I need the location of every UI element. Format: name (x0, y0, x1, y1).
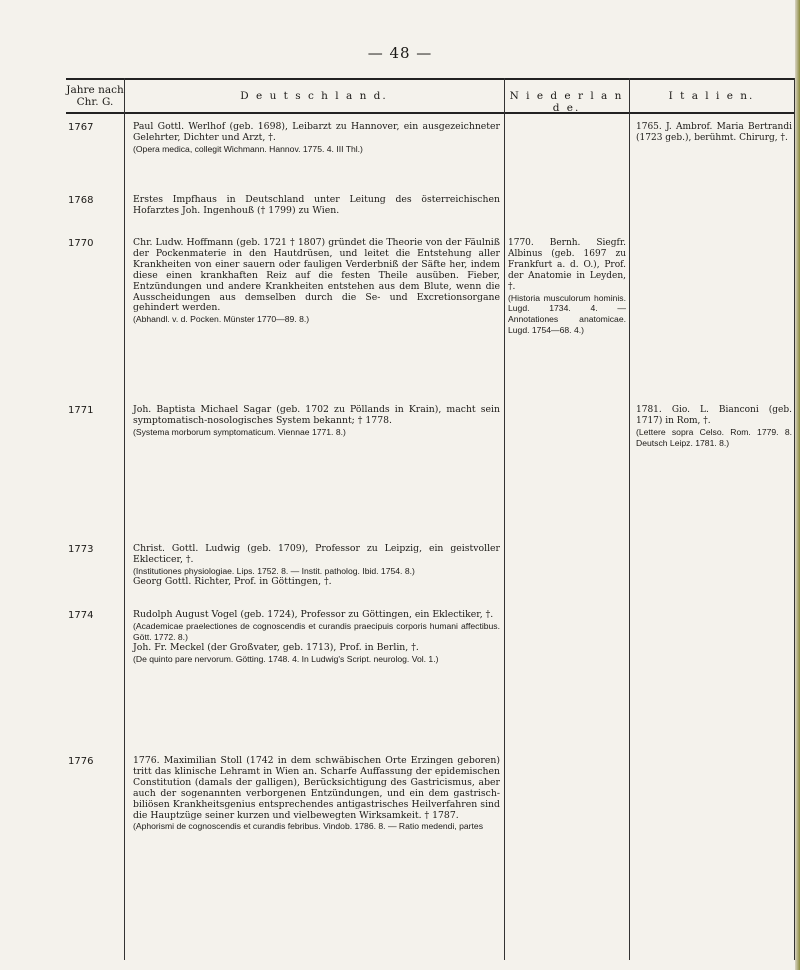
entry-deutschland (133, 238, 500, 325)
entry-citation: (Lettere sopra Celso. Rom. 1779. 8. Deutsch Leipz. 1781. 8.) (636, 426, 792, 448)
year-label: 1770 (68, 238, 94, 249)
year-label: 1768 (68, 195, 94, 206)
entry-deutschland (133, 405, 500, 438)
entry-text: Joh. Fr. Meckel (der Großvater, geb. 1713), Prof. in Berlin, †. (133, 641, 419, 653)
entry-text: Erstes Impfhaus in Deutschland unter Leitung des österreichischen Hofarztes Joh. Ingenhouß († 1799) zu Wien. (133, 194, 500, 216)
page-spine-edge (795, 0, 800, 970)
header-year: Jahre nach Chr. G. (66, 84, 124, 108)
entry-citation: (Opera medica, collegit Wichmann. Hannov. 1775. 4. III Thl.) (133, 143, 363, 154)
header-niederlande: N i e d e r l a n d e. (509, 90, 624, 114)
entry-text: Georg Gottl. Richter, Prof. in Göttingen, †. (133, 575, 332, 587)
entry-citation: (Academicae praelectiones de cognoscendis et curandis praecipuis corporis humani affectibus. Gött. 1772. 8.) (133, 620, 500, 642)
year-label: 1771 (68, 405, 94, 416)
entry-citation: (Historia musculorum hominis. Lugd. 1734. 4. — Annotationes anatomicae. Lugd. 1754—68. 4.) (508, 292, 626, 336)
entry-italien (636, 122, 792, 144)
entry-citation: (Abhandl. v. d. Pocken. Münster 1770—89. 8.) (133, 314, 310, 325)
header-italien: I t a l i e n. (668, 90, 755, 102)
column-divider (504, 78, 505, 960)
entry-deutschland (133, 756, 500, 832)
entry-text: Christ. Gottl. Ludwig (geb. 1709), Professor zu Leipzig, ein geistvoller Eklecticer, †. (133, 543, 500, 565)
entry-deutschland (133, 544, 500, 588)
entry-citation: (Institutiones physiologiae. Lips. 1752. 8. — Instit. patholog. Ibid. 1754. 8.) (133, 565, 415, 576)
entry-text: Chr. Ludw. Hoffmann (geb. 1721 † 1807) gründet die Theorie von der Fäulniß der Pockenmaterie in den Hautdrüsen, und leitet die Entstehung aller Krankheiten von einer sauern oder fauligen Verderbniß der Säfte her, indem diese einen krankhaften Reiz auf die festen Theile ausüben. Fieber, Entzündungen und andere Krankheiten entstehen aus dem Blute, wenn die Ausscheidungen aus demselben durch die Se- und Excretionsorgane gehindert werden. (133, 237, 500, 314)
entry-deutschland (133, 610, 500, 665)
entry-text: Rudolph August Vogel (geb. 1724), Professor zu Göttingen, ein Eklectiker, †. (133, 609, 494, 620)
entry-italien (636, 405, 792, 449)
entry-niederlande (508, 238, 626, 336)
chronology-table (66, 78, 794, 960)
entry-deutschland (133, 195, 500, 217)
year-label: 1776 (68, 756, 94, 767)
entry-text: Paul Gottl. Werlhof (geb. 1698), Leibarzt zu Hannover, ein ausgezeichneter Gelehrter, Dichter und Arzt, †. (133, 121, 500, 143)
year-label: 1774 (68, 610, 94, 621)
header-rule (66, 112, 794, 114)
year-label: 1767 (68, 122, 94, 133)
entry-text: 1781. Gio. L. Bianconi (geb. 1717) in Rom, †. (636, 405, 792, 426)
entry-text: 1776. Maximilian Stoll (1742 in dem schwäbischen Orte Erzingen geboren) tritt das klinische Lehramt in Wien an. Scharfe Auffassung der epidemischen Constitution (damals der galligen), Berücksichtigung des Gastricismus, aber auch der sogenannten verborgenen Entzündungen, und ein dem gastrisch-biliösen Krankheitsgenius entsprechendes antigastrisches Heilverfahren sind die Hauptzüge seiner kurzen und vielbewegten Wirksamkeit. † 1787. (133, 755, 500, 821)
header-deutschland: D e u t s c h l a n d. (240, 90, 388, 102)
entry-citation: (De quinto pare nervorum. Götting. 1748. 4. In Ludwig's Script. neurolog. Vol. 1.) (133, 653, 439, 664)
column-divider (124, 78, 125, 960)
top-rule (66, 78, 794, 80)
column-divider (629, 78, 630, 960)
page-number: — 48 — (367, 44, 433, 62)
entry-deutschland (133, 122, 500, 155)
entry-text: 1770. Bernh. Siegfr. Albinus (geb. 1697 zu Frankfurt a. d. O.), Prof. der Anatomie in Leyden, †. (508, 238, 626, 292)
entry-citation: (Aphorismi de cognoscendis et curandis febribus. Vindob. 1786. 8. — Ratio medendi, partes (133, 821, 483, 832)
entry-citation: (Systema morborum symptomaticum. Viennae 1771. 8.) (133, 426, 346, 437)
entry-text: 1765. J. Ambrof. Maria Bertrandi (1723 geb.), berühmt. Chirurg, †. (636, 122, 792, 143)
entry-text: Joh. Baptista Michael Sagar (geb. 1702 zu Pöllands in Krain), macht sein symptomatisch-nosologisches System bekannt; † 1778. (133, 404, 500, 426)
year-label: 1773 (68, 544, 94, 555)
